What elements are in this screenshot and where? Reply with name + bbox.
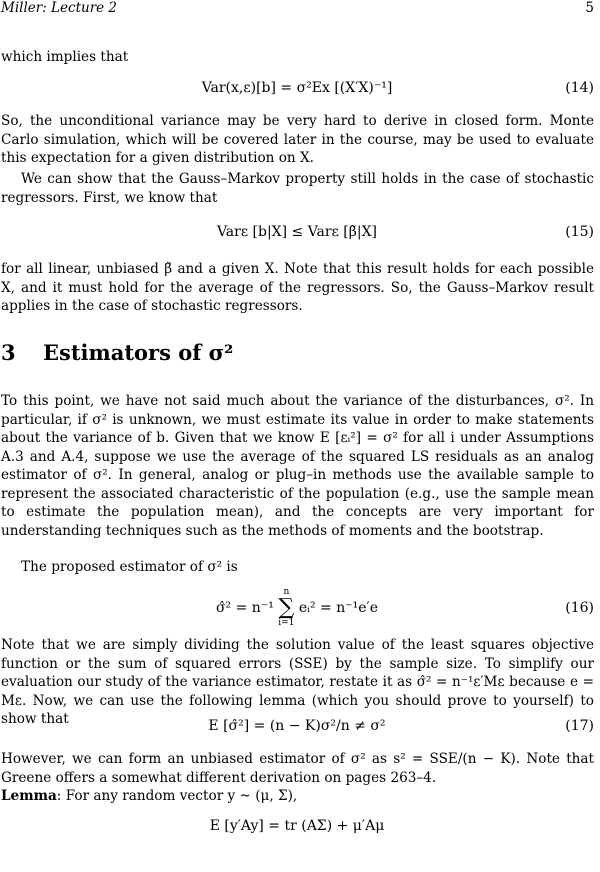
paragraph-gauss-markov: We can show that the Gauss–Markov property still holds in the case of stochastic regressors. First, we know that bbox=[1, 171, 594, 206]
summation-sign: ∑ bbox=[278, 595, 295, 620]
equation-16-rhs: eᵢ² = n⁻¹e′e bbox=[298, 600, 378, 616]
section-heading bbox=[1, 340, 233, 365]
paragraph-unbiased-estimator: However, we can form an unbiased estimator of σ² as s² = SSE/(n − K). Note that Greene offers a somewhat different derivation on pages 263–4. bbox=[1, 751, 594, 786]
page-number: 5 bbox=[585, 0, 594, 16]
lemma-statement bbox=[1, 787, 594, 806]
lemma-label: Lemma bbox=[1, 788, 57, 804]
paragraph-linear-unbiased: for all linear, unbiased β̃ and a given X. Note that this result holds for each possible X, and it must hold for the average of the regressors. So, the Gauss–Markov result applies in the case of stochastic regressors. bbox=[1, 261, 594, 314]
paragraph-proposed-estimator: The proposed estimator of σ² is bbox=[21, 559, 238, 575]
running-header bbox=[1, 0, 594, 16]
paragraph-unconditional-variance: So, the unconditional variance may be very hard to derive in closed form. Monte Carlo simulation, which will be covered later in the course, may be used to evaluate this expectation for a given distribution on X. bbox=[1, 113, 594, 166]
summation-symbol bbox=[278, 588, 294, 628]
equation-14-formula: Var(x,ε)[b] = σ²Ex [(X′X)⁻¹] bbox=[201, 80, 393, 96]
summation-lower-limit: i=1 bbox=[278, 618, 295, 628]
equation-14-number: (14) bbox=[565, 80, 594, 96]
equation-lemma-formula: E [y′Ay] = tr (AΣ) + μ′Aμ bbox=[209, 818, 385, 834]
lemma-text: : For any random vector y ~ (μ, Σ), bbox=[56, 788, 298, 804]
equation-15 bbox=[0, 224, 594, 244]
summation-upper-limit: n bbox=[283, 587, 290, 597]
equation-16-formula bbox=[0, 588, 594, 628]
section-title: Estimators of σ² bbox=[43, 340, 234, 365]
equation-16-number: (16) bbox=[565, 600, 594, 616]
equation-17 bbox=[0, 718, 594, 738]
equation-16-lhs: σ̂² = n⁻¹ bbox=[215, 600, 274, 616]
equation-lemma bbox=[0, 818, 594, 838]
paragraph-sse: Note that we are simply dividing the solution value of the least squares objective function or the sum of squared errors (SSE) by the sample size. To simplify our evaluation our study of the variance estimator, restate it as σ̂² = n⁻¹ε′Mε because e = Mε. Now, we can use the following lemma (which you should prove to yourself) to show that bbox=[1, 637, 594, 727]
equation-15-formula: Varε [b|X] ≤ Varε [β̃|X] bbox=[216, 224, 378, 240]
equation-14 bbox=[0, 80, 594, 100]
paragraph-intro: which implies that bbox=[1, 49, 129, 65]
equation-17-formula: E [σ̂²] = (n − K)σ²/n ≠ σ² bbox=[208, 718, 386, 734]
paragraph-disturbance-variance: To this point, we have not said much about the variance of the disturbances, σ². In particular, if σ² is unknown, we must estimate its value in order to make statements about the variance of b. Given that we know E [εᵢ²] = σ² for all i under Assumptions A.3 and A.4, suppose we use the average of the squared LS residuals as an analog estimator of σ². In general, analog or plug–in methods use the available sample to represent the associated characteristic of the population (e.g., use the sample mean to estimate the population mean), and the concepts are very important for understanding techniques such as the methods of moments and the bootstrap. bbox=[1, 393, 594, 539]
equation-17-number: (17) bbox=[565, 718, 594, 734]
equation-16 bbox=[0, 588, 594, 632]
section-number: 3 bbox=[1, 340, 16, 365]
running-header-title: Miller: Lecture 2 bbox=[1, 0, 118, 16]
equation-15-number: (15) bbox=[565, 224, 594, 240]
